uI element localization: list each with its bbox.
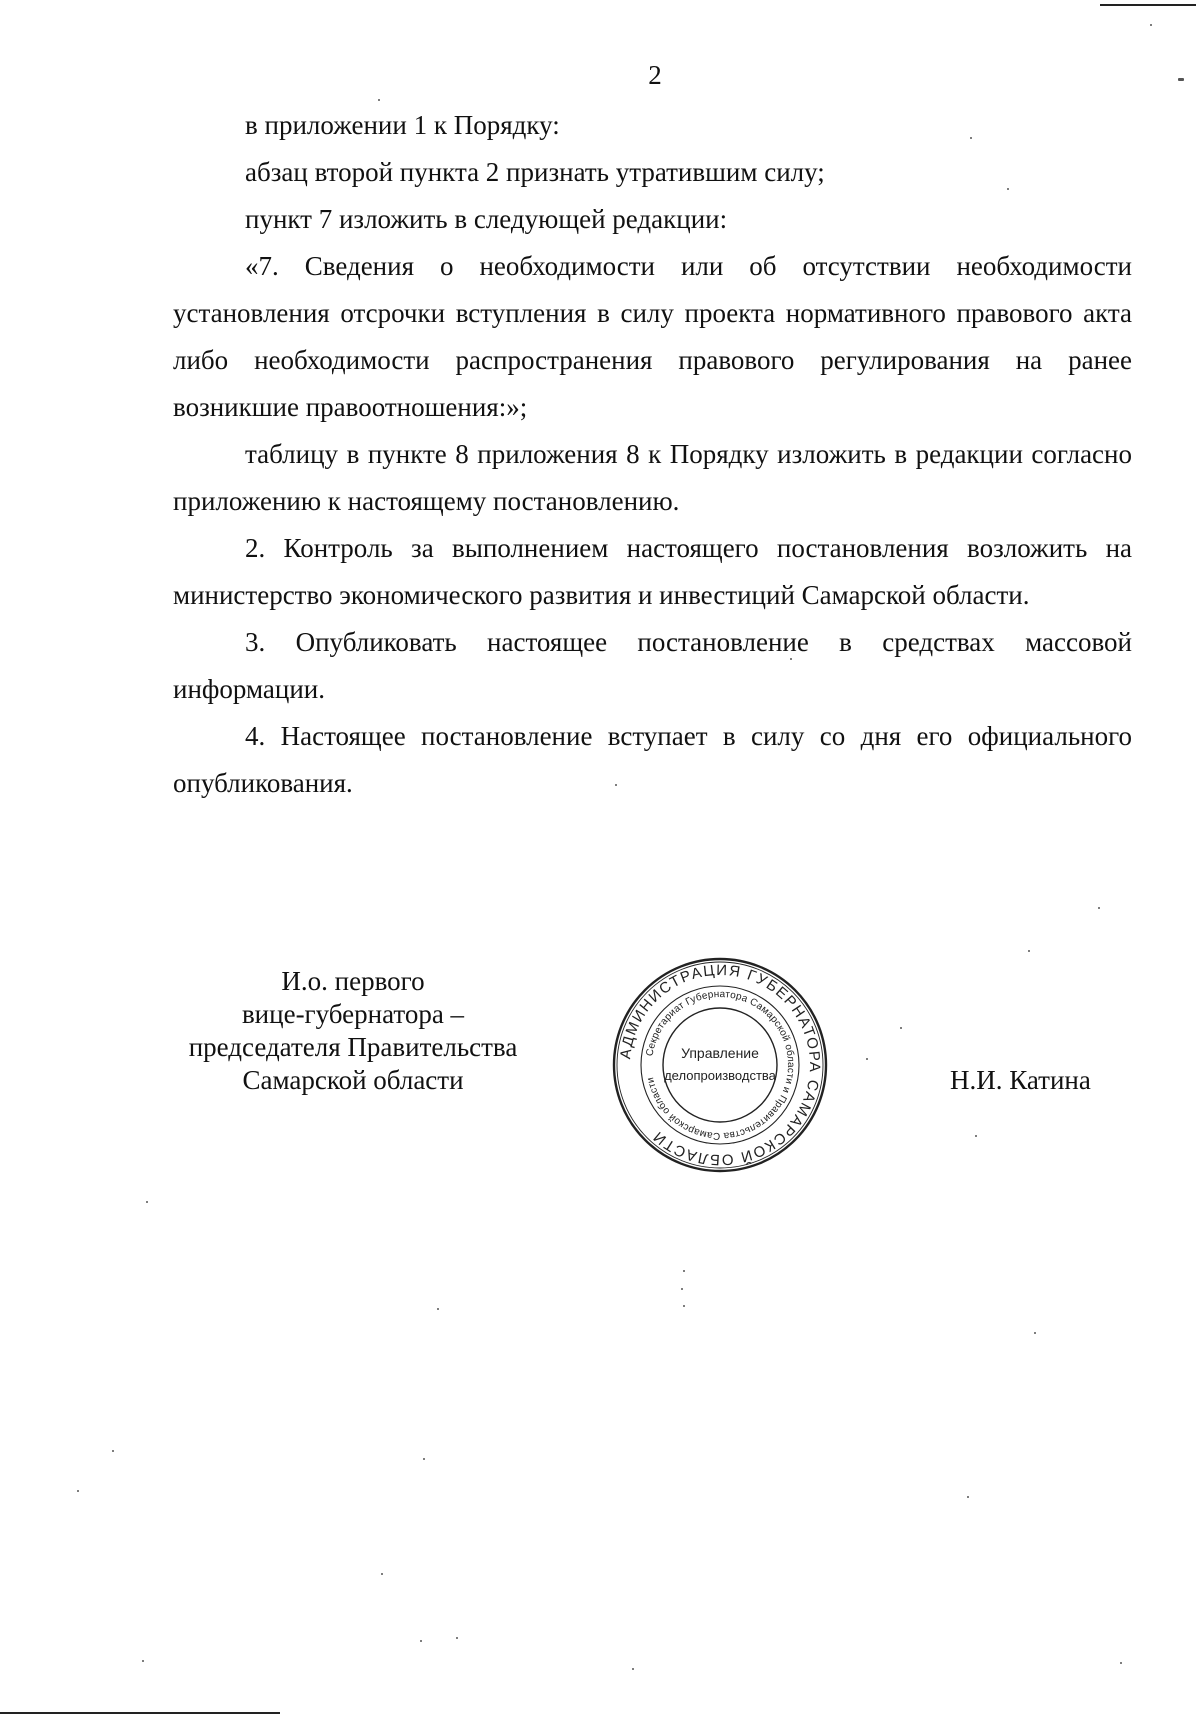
speck (866, 1058, 868, 1060)
speck (420, 1640, 422, 1642)
stamp-center-line: Управление (681, 1045, 759, 1061)
paragraph: в приложении 1 к Порядку: (245, 110, 560, 140)
stamp-inner-text: Секретариат Губернатора Самарской области и Правительства Самарской области (644, 988, 797, 1142)
paragraph: абзац второй пункта 2 признать утратившим силу; (245, 157, 825, 187)
speck (1150, 24, 1152, 26)
speck (975, 1135, 977, 1137)
speck (615, 784, 617, 786)
paragraph: 2. Контроль за выполнением настоящего постановления возложить на министерство экономического развития и инвестиций Самарской области. (173, 533, 1132, 610)
speck (456, 1637, 458, 1639)
speck (423, 1458, 425, 1460)
speck (146, 1201, 148, 1203)
paragraph: «7. Сведения о необходимости или об отсутствии необходимости установления отсрочки вступления в силу проекта нормативного правового акта либо необходимости распространения правового регулирования на ранее возникшие правоотношения:»; (173, 251, 1132, 422)
speck (112, 1450, 114, 1452)
speck (1120, 1662, 1122, 1664)
paragraph: 4. Настоящее постановление вступает в силу со дня его официального опубликования. (173, 721, 1132, 798)
speck (1028, 950, 1030, 952)
speck (1007, 188, 1009, 190)
signer-title-line: вице-губернатора – (241, 999, 465, 1029)
signer-title-line: Самарской области (242, 1065, 464, 1095)
speck (790, 658, 792, 660)
stamp-center-line: делопроизводства (664, 1068, 776, 1083)
speck (142, 1660, 144, 1662)
page-number: 2 (648, 60, 662, 90)
speck (1034, 1332, 1036, 1334)
paragraph: таблицу в пункте 8 приложения 8 к Порядку изложить в редакции согласно приложению к настоящему постановлению. (173, 439, 1132, 516)
speck (77, 1490, 79, 1492)
speck (681, 1288, 683, 1290)
signer-name: Н.И. Катина (950, 1065, 1091, 1095)
speck (437, 1308, 439, 1310)
speck (1098, 907, 1100, 909)
speck (1178, 78, 1184, 81)
speck (967, 1496, 969, 1498)
speck (381, 1573, 383, 1575)
speck (632, 1668, 634, 1670)
paragraph: пункт 7 изложить в следующей редакции: (245, 204, 728, 234)
speck (970, 137, 972, 139)
speck (900, 1027, 902, 1029)
speck (683, 1305, 685, 1307)
speck (683, 1270, 685, 1272)
paragraph: 3. Опубликовать настоящее постановление в средствах массовой информации. (173, 627, 1132, 704)
signer-title-line: председателя Правительства (188, 1032, 518, 1062)
signer-title-line: И.о. первого (281, 966, 425, 996)
speck (378, 99, 380, 101)
stamp-outer-text: АДМИНИСТРАЦИЯ ГУБЕРНАТОРА САМАРСКОЙ ОБЛАСТИ (617, 961, 824, 1169)
